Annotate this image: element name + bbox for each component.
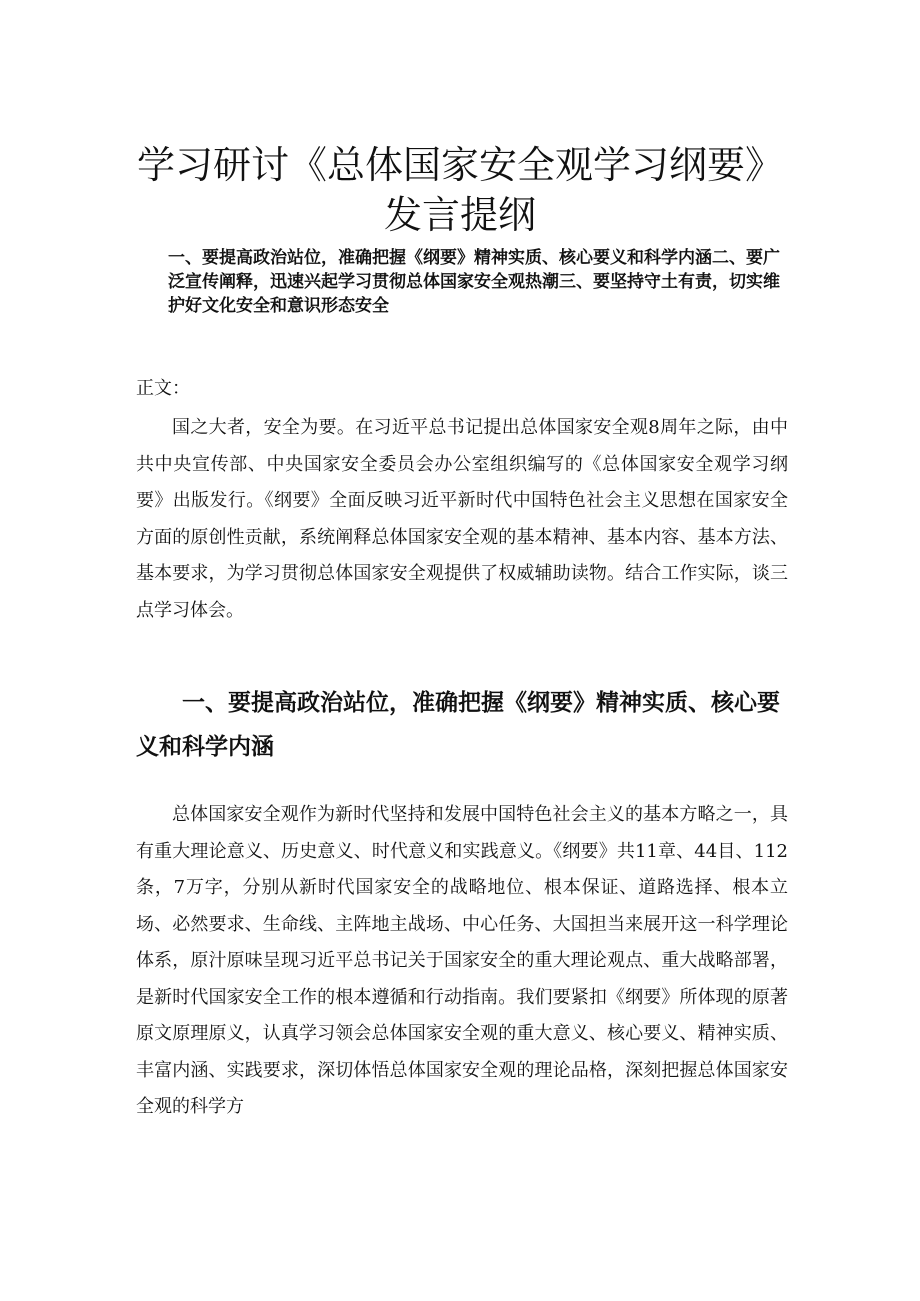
body-label: 正文： — [136, 378, 190, 399]
document-title: 学习研讨《总体国家安全观学习纲要》发言提纲 — [136, 143, 783, 237]
intro-paragraph: 国之大者，安全为要。在习近平总书记提出总体国家安全观8周年之际，由中共中央宣传部、中央国家安全委员会办公室组织编写的《总体国家安全观学习纲要》出版发行。《纲要》全面反映习近平新时代中国特色社会主义思想在国家安全方面的原创性贡献，系统阐释总体国家安全观的基本精神、基本内容、基本方法、基本要求，为学习贯彻总体国家安全观提供了权威辅助读物。结合工作实际，谈三点学习体会。 — [136, 417, 788, 621]
outline-summary: 一、要提高政治站位，准确把握《纲要》精神实质、核心要义和科学内涵二、要广泛宣传阐释，迅速兴起学习贯彻总体国家安全观热潮三、要坚持守土有责，切实维护好文化安全和意识形态安全 — [168, 248, 780, 316]
section-1-paragraph: 总体国家安全观作为新时代坚持和发展中国特色社会主义的基本方略之一，具有重大理论意义、历史意义、时代意义和实践意义。《纲要》共11章、44目、112条，7万字，分别从新时代国家安全的战略地位、根本保证、道路选择、根本立场、必然要求、生命线、主阵地主战场、中心任务、大国担当来展开这一科学理论体系，原汁原味呈现习近平总书记关于国家安全的重大理论观点、重大战略部署，是新时代国家安全工作的根本遵循和行动指南。我们要紧扣《纲要》所体现的原著原文原理原义，认真学习领会总体国家安全观的重大意义、核心要义、精神实质、丰富内涵、实践要求，深切体悟总体国家安全观的理论品格，深刻把握总体国家安全观的科学方 — [136, 804, 788, 1117]
section-heading-1: 一、要提高政治站位，准确把握《纲要》精神实质、核心要义和科学内涵 — [136, 690, 780, 760]
